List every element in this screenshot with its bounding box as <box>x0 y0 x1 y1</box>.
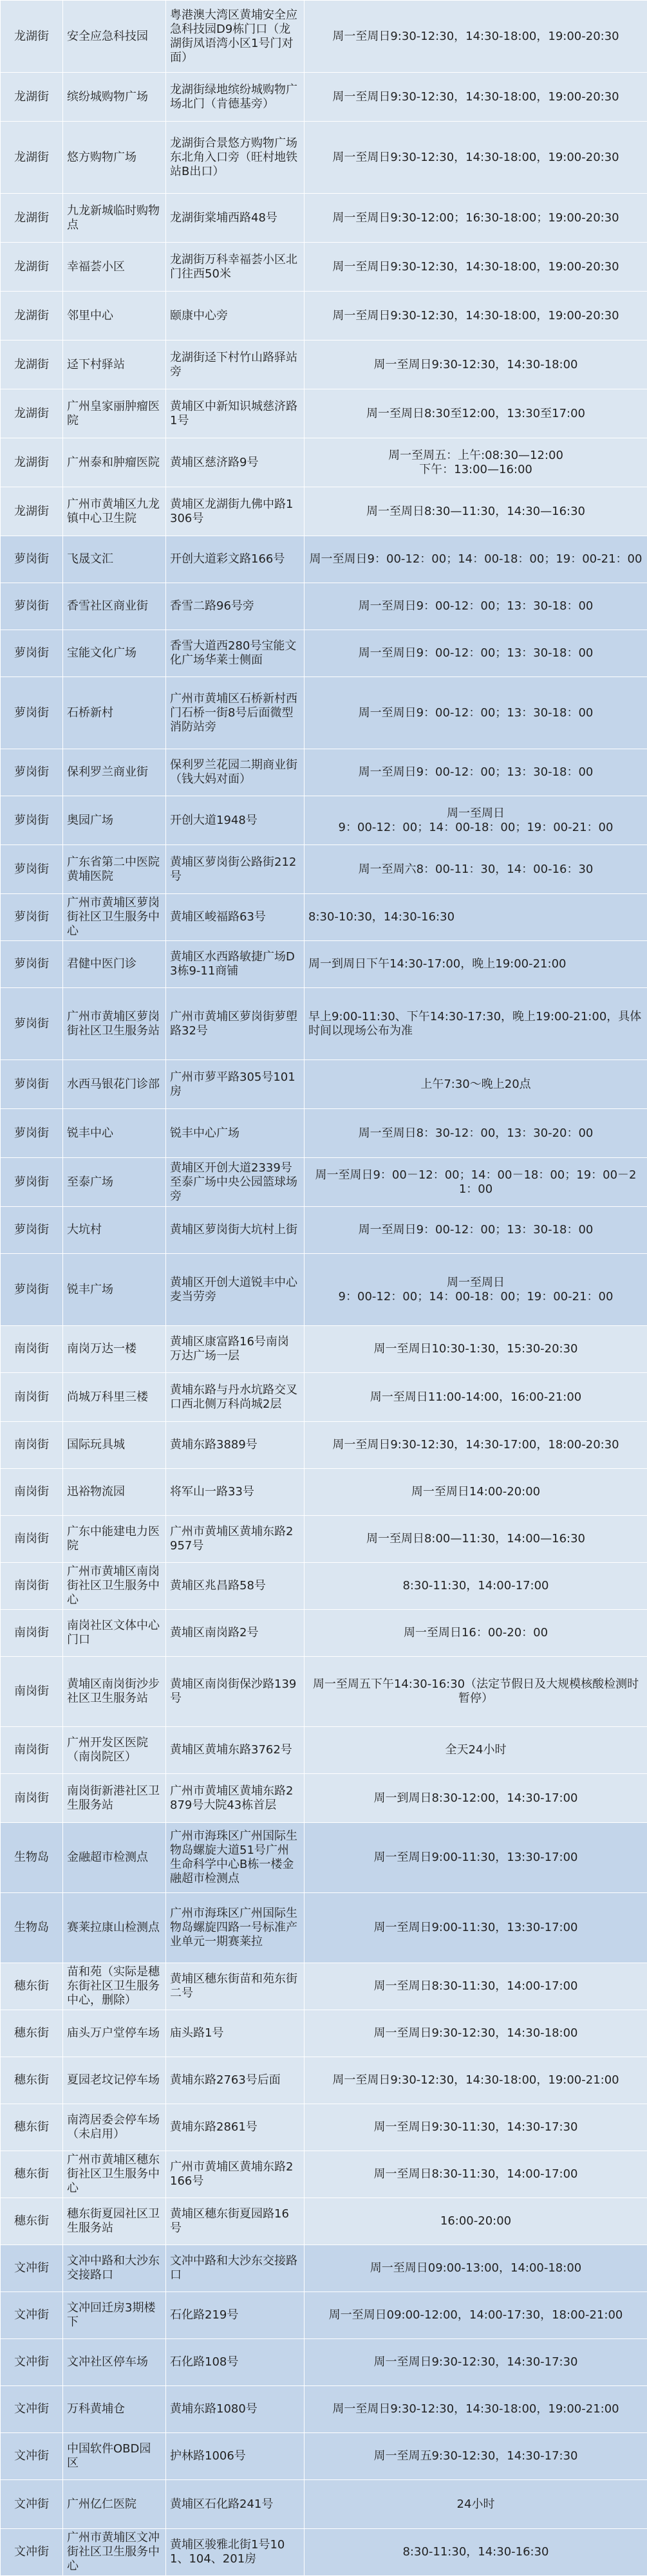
table-row <box>1 1 647 73</box>
site-name-cell: 幸福荟小区 <box>63 243 166 292</box>
site-name-cell: 万科黄埔仓 <box>63 2386 166 2433</box>
table-row <box>1 2010 647 2057</box>
table-row <box>1 1469 647 1516</box>
address-cell: 黄埔区穗东街苗和苑东街二号 <box>166 1963 305 2010</box>
hours-cell: 周一至周日16：00-20：00 <box>305 1610 647 1657</box>
street-cell: 龙湖街 <box>1 1 63 73</box>
site-name-cell: 国际玩具城 <box>63 1422 166 1469</box>
site-name-cell: 飞晟文汇 <box>63 536 166 583</box>
address-cell: 石化路219号 <box>166 2292 305 2339</box>
table-row <box>1 1060 647 1109</box>
address-cell: 香雪二路96号旁 <box>166 583 305 630</box>
address-cell: 黄埔区南岗路2号 <box>166 1610 305 1657</box>
hours-cell: 16:00-20:00 <box>305 2198 647 2245</box>
table-row <box>1 1563 647 1610</box>
table-row <box>1 2292 647 2339</box>
street-cell: 龙湖街 <box>1 341 63 389</box>
address-cell: 香雪大道西280号宝能文化广场华莱士侧面 <box>166 630 305 677</box>
site-name-cell: 奥园广场 <box>63 796 166 845</box>
site-name-cell: 君健中医门诊 <box>63 941 166 988</box>
street-cell: 龙湖街 <box>1 292 63 341</box>
hours-cell: 周一至周日9:00-11:30，13:30-17:00 <box>305 1823 647 1893</box>
street-cell: 文冲街 <box>1 2433 63 2480</box>
site-name-cell: 南湾居委会停车场（未启用） <box>63 2104 166 2151</box>
hours-cell: 周一至周日9:30-12:30，14:30-18:00 <box>305 2010 647 2057</box>
street-cell: 文冲街 <box>1 2292 63 2339</box>
site-name-cell: 广州市黄埔区萝岗街社区卫生服务站 <box>63 988 166 1060</box>
street-cell: 文冲街 <box>1 2339 63 2386</box>
hours-cell: 周一至周日8:00—11:30，14:00—16:30 <box>305 1516 647 1563</box>
street-cell: 南岗街 <box>1 1610 63 1657</box>
hours-cell: 24小时 <box>305 2480 647 2529</box>
table-row <box>1 845 647 894</box>
address-cell: 广州市黄埔区黄埔东路2879号大院43栋首层 <box>166 1774 305 1823</box>
street-cell: 南岗街 <box>1 1469 63 1516</box>
street-cell: 龙湖街 <box>1 487 63 536</box>
site-name-cell: 赛莱拉康山检测点 <box>63 1893 166 1963</box>
table-row <box>1 2151 647 2198</box>
address-cell: 锐丰中心广场 <box>166 1109 305 1158</box>
table-row <box>1 2529 647 2576</box>
street-cell: 穗东街 <box>1 1963 63 2010</box>
site-name-cell: 夏园老坟记停车场 <box>63 2057 166 2104</box>
table-row <box>1 796 647 845</box>
table-row <box>1 988 647 1060</box>
hours-cell: 周一至周五9:30-12:30，14:30-17:30 <box>305 2433 647 2480</box>
table-row <box>1 194 647 243</box>
table-row <box>1 1610 647 1657</box>
table-row <box>1 122 647 194</box>
address-cell: 广州市黄埔区黄埔东路2957号 <box>166 1516 305 1563</box>
table-row <box>1 1158 647 1207</box>
hours-cell: 周一至周日09:00-13:00，14:00-18:00 <box>305 2245 647 2292</box>
hours-cell: 8:30-11:30，14:00-17:00 <box>305 1563 647 1610</box>
site-name-cell: 邻里中心 <box>63 292 166 341</box>
site-name-cell: 南岗万达一楼 <box>63 1326 166 1373</box>
site-name-cell: 黄埔区南岗街沙步社区卫生服务站 <box>63 1657 166 1727</box>
street-cell: 萝岗街 <box>1 1158 63 1207</box>
address-cell: 黄埔区康富路16号南岗万达广场一层 <box>166 1326 305 1373</box>
address-cell: 广州市海珠区广州国际生物岛螺旋大道51号广州生命科学中心B栋一楼金融超市检测点 <box>166 1823 305 1893</box>
hours-cell: 周一至周日9:30-12:30，14:30-18:00，19:00-20:30 <box>305 1 647 73</box>
hours-cell: 全天24小时 <box>305 1727 647 1774</box>
street-cell: 龙湖街 <box>1 389 63 438</box>
street-cell: 萝岗街 <box>1 749 63 796</box>
table-body <box>1 1 647 2576</box>
site-name-cell: 广州泰和肿瘤医院 <box>63 438 166 487</box>
street-cell: 穗东街 <box>1 2057 63 2104</box>
site-name-cell: 文冲社区停车场 <box>63 2339 166 2386</box>
site-name-cell: 文冲回迁房3期楼下 <box>63 2292 166 2339</box>
street-cell: 龙湖街 <box>1 438 63 487</box>
site-name-cell: 至泰广场 <box>63 1158 166 1207</box>
site-name-cell: 锐丰中心 <box>63 1109 166 1158</box>
hours-cell: 周一至周五下午14:30-16:30（法定节假日及大规模核酸检测时暂停） <box>305 1657 647 1727</box>
address-cell: 黄埔区水西路敏捷广场D3栋9-11商铺 <box>166 941 305 988</box>
site-name-cell: 庙头万户堂停车场 <box>63 2010 166 2057</box>
address-cell: 黄埔区萝岗街大坑村上街 <box>166 1207 305 1254</box>
table-row <box>1 389 647 438</box>
hours-cell: 周一至周日9：00-12：00；13：30-18：00 <box>305 583 647 630</box>
street-cell: 穗东街 <box>1 2151 63 2198</box>
table-row <box>1 2198 647 2245</box>
street-cell: 萝岗街 <box>1 894 63 941</box>
hours-cell: 周一至周日9:30-12:30，14:30-17:00，18:00-20:30 <box>305 1422 647 1469</box>
hours-cell: 周一至周日9:30-12:30，14:30-17:30 <box>305 2339 647 2386</box>
site-name-cell: 广州亿仁医院 <box>63 2480 166 2529</box>
address-cell: 龙湖街万科幸福荟小区北门往西50米 <box>166 243 305 292</box>
table-row <box>1 1373 647 1422</box>
address-cell: 广州市黄埔区石桥新村西门石桥一街8号后面微型消防站旁 <box>166 677 305 749</box>
table-row <box>1 941 647 988</box>
hours-cell: 周一至周六8：00-11：30，14：00-16：30 <box>305 845 647 894</box>
address-cell: 黄埔区兆昌路58号 <box>166 1563 305 1610</box>
hours-cell: 8:30-10:30，14:30-16:30 <box>305 894 647 941</box>
site-name-cell: 宝能文化广场 <box>63 630 166 677</box>
street-cell: 萝岗街 <box>1 1207 63 1254</box>
street-cell: 萝岗街 <box>1 988 63 1060</box>
hours-cell: 周一至周日9:30-12:30，14:30-18:00，19:00-20:30 <box>305 243 647 292</box>
street-cell: 萝岗街 <box>1 583 63 630</box>
address-cell: 黄埔区穗东街夏园路16号 <box>166 2198 305 2245</box>
address-cell: 石化路108号 <box>166 2339 305 2386</box>
street-cell: 文冲街 <box>1 2245 63 2292</box>
table-row <box>1 749 647 796</box>
street-cell: 南岗街 <box>1 1516 63 1563</box>
hours-cell: 周一到周日下午14:30-17:00，晚上19:00-21:00 <box>305 941 647 988</box>
address-cell: 黄埔东路2763号后面 <box>166 2057 305 2104</box>
table-row <box>1 677 647 749</box>
hours-cell: 周一至周日9:30-11:30，14:30-17:30 <box>305 2104 647 2151</box>
site-name-cell: 广东中能建电力医院 <box>63 1516 166 1563</box>
table-row <box>1 2433 647 2480</box>
site-name-cell: 金融超市检测点 <box>63 1823 166 1893</box>
hours-cell: 周一至周日8:30至12:00，13:30至17:00 <box>305 389 647 438</box>
hours-cell: 周一至周日9:30-12:30，14:30-18:00 <box>305 341 647 389</box>
address-cell: 龙湖街棠埔西路48号 <box>166 194 305 243</box>
street-cell: 文冲街 <box>1 2386 63 2433</box>
hours-cell: 上午7:30～晚上20点 <box>305 1060 647 1109</box>
site-name-cell: 广州市黄埔区萝岗街社区卫生服务中心 <box>63 894 166 941</box>
address-cell: 黄埔东路2861号 <box>166 2104 305 2151</box>
site-name-cell: 迳下村驿站 <box>63 341 166 389</box>
table-row <box>1 894 647 941</box>
hours-cell: 周一至周日9：00-12：00；13：30-18：00 <box>305 1207 647 1254</box>
hours-cell: 周一至周日11:00-14:00，16:00-21:00 <box>305 1373 647 1422</box>
hours-cell: 周一至周日9:30-12:30，14:30-18:00，19:00-20:30 <box>305 73 647 122</box>
site-name-cell: 广州市黄埔区南岗街社区卫生服务中心 <box>63 1563 166 1610</box>
street-cell: 南岗街 <box>1 1563 63 1610</box>
site-name-cell: 尚城万科里三楼 <box>63 1373 166 1422</box>
site-name-cell: 广州开发区医院（南岗院区） <box>63 1727 166 1774</box>
address-cell: 黄埔区骏雅北街1号101、104、201房 <box>166 2529 305 2576</box>
table-row <box>1 73 647 122</box>
site-name-cell: 苗和苑（实际是穗东街社区卫生服务中心，删除） <box>63 1963 166 2010</box>
site-name-cell: 文冲中路和大沙东交接路口 <box>63 2245 166 2292</box>
table-row <box>1 2339 647 2386</box>
address-cell: 广州市萝平路305号101房 <box>166 1060 305 1109</box>
street-cell: 萝岗街 <box>1 677 63 749</box>
hours-cell: 早上9:00-11:30、下午14:30-17:30，晚上19:00-21:00，具体时间以现场公布为准 <box>305 988 647 1060</box>
table-row <box>1 536 647 583</box>
site-name-cell: 大坑村 <box>63 1207 166 1254</box>
hours-cell: 8:30-11:30，14:30-16:30 <box>305 2529 647 2576</box>
table-row <box>1 487 647 536</box>
address-cell: 庙头路1号 <box>166 2010 305 2057</box>
hours-cell: 周一至周日 9：00-12：00；14：00-18：00；19：00-21：00 <box>305 796 647 845</box>
table-row <box>1 1893 647 1963</box>
hours-cell: 周一至周日09:00-12:00，14:00-17:30，18:00-21:00 <box>305 2292 647 2339</box>
address-cell: 黄埔区中新知识城慈济路1号 <box>166 389 305 438</box>
site-name-cell: 广东省第二中医院黄埔医院 <box>63 845 166 894</box>
hours-cell: 周一至周日9：00-12：00；13：30-18：00 <box>305 630 647 677</box>
table-row <box>1 1207 647 1254</box>
table-row <box>1 1774 647 1823</box>
table-row <box>1 2104 647 2151</box>
hours-cell: 周一至周日9：00－12：00；14：00－18：00；19：00－21：00 <box>305 1158 647 1207</box>
street-cell: 穗东街 <box>1 2010 63 2057</box>
site-name-cell: 广州市黄埔区九龙镇中心卫生院 <box>63 487 166 536</box>
street-cell: 萝岗街 <box>1 796 63 845</box>
hours-cell: 周一至周日9:30-12:30，14:30-18:00，19:00-21:00 <box>305 2386 647 2433</box>
address-cell: 开创大道1948号 <box>166 796 305 845</box>
address-cell: 粤港澳大湾区黄埔安全应急科技园D9栋门口（龙湖街凤语湾小区1号门对面） <box>166 1 305 73</box>
street-cell: 文冲街 <box>1 2480 63 2529</box>
street-cell: 南岗街 <box>1 1727 63 1774</box>
table-row <box>1 2245 647 2292</box>
site-name-cell: 香雪社区商业街 <box>63 583 166 630</box>
hours-cell: 周一到周日8:30-12:00，14:30-17:00 <box>305 1774 647 1823</box>
address-cell: 保利罗兰花园二期商业街（钱大妈对面） <box>166 749 305 796</box>
site-name-cell: 南岗社区文体中心门口 <box>63 1610 166 1657</box>
hours-cell: 周一至周五：上午:08:30—12:00 下午：13:00—16:00 <box>305 438 647 487</box>
street-cell: 龙湖街 <box>1 194 63 243</box>
address-cell: 黄埔东路与丹水坑路交叉口西北侧万科尚城2层 <box>166 1373 305 1422</box>
street-cell: 南岗街 <box>1 1422 63 1469</box>
site-name-cell: 迅裕物流园 <box>63 1469 166 1516</box>
site-name-cell: 锐丰广场 <box>63 1254 166 1326</box>
hours-cell: 周一至周日10:30-1:30，15:30-20:30 <box>305 1326 647 1373</box>
table-row <box>1 1657 647 1727</box>
table-row <box>1 1823 647 1893</box>
address-cell: 黄埔区南岗街保沙路139号 <box>166 1657 305 1727</box>
address-cell: 黄埔区石化路241号 <box>166 2480 305 2529</box>
site-name-cell: 九龙新城临时购物点 <box>63 194 166 243</box>
table-row <box>1 2057 647 2104</box>
hours-cell: 周一至周日8：30-12：00，13：30-20：00 <box>305 1109 647 1158</box>
site-name-cell: 中国软件OBD园区 <box>63 2433 166 2480</box>
street-cell: 生物岛 <box>1 1893 63 1963</box>
site-name-cell: 石桥新村 <box>63 677 166 749</box>
table-row <box>1 438 647 487</box>
hours-cell: 周一至周日9：00-12：00；13：30-18：00 <box>305 677 647 749</box>
hours-cell: 周一至周日9:30-12:30，14:30-18:00，19:00-20:30 <box>305 292 647 341</box>
address-cell: 黄埔东路3889号 <box>166 1422 305 1469</box>
street-cell: 文冲街 <box>1 2529 63 2576</box>
table-row <box>1 1109 647 1158</box>
table-row <box>1 1326 647 1373</box>
site-name-cell: 广州市黄埔区穗东街社区卫生服务中心 <box>63 2151 166 2198</box>
address-cell: 广州市黄埔区萝岗街萝塱路32号 <box>166 988 305 1060</box>
table-row <box>1 583 647 630</box>
address-cell: 黄埔区萝岗街公路街212号 <box>166 845 305 894</box>
site-name-cell: 广州市黄埔区文冲街社区卫生服务中心 <box>63 2529 166 2576</box>
site-name-cell: 穗东街夏园社区卫生服务站 <box>63 2198 166 2245</box>
address-cell: 黄埔区峻福路63号 <box>166 894 305 941</box>
hours-cell: 周一至周日9：00-12：00；13：30-18：00 <box>305 749 647 796</box>
street-cell: 萝岗街 <box>1 536 63 583</box>
site-name-cell: 南岗街新港社区卫生服务站 <box>63 1774 166 1823</box>
address-cell: 龙湖街合景悠方购物广场东北角入口旁（旺村地铁站B出口） <box>166 122 305 194</box>
table-row <box>1 292 647 341</box>
address-cell: 开创大道彩文路166号 <box>166 536 305 583</box>
address-cell: 黄埔区慈济路9号 <box>166 438 305 487</box>
site-name-cell: 保利罗兰商业街 <box>63 749 166 796</box>
table-row <box>1 2386 647 2433</box>
hours-cell: 周一至周日8:30—11:30，14:30—16:30 <box>305 487 647 536</box>
street-cell: 南岗街 <box>1 1657 63 1727</box>
address-cell: 黄埔区黄埔东路3762号 <box>166 1727 305 1774</box>
address-cell: 广州市海珠区广州国际生物岛螺旋四路一号标准产业单元一期赛莱拉 <box>166 1893 305 1963</box>
hours-cell: 周一至周日9:30-12:30，14:30-18:00，19:00-20:30 <box>305 122 647 194</box>
street-cell: 南岗街 <box>1 1774 63 1823</box>
hours-cell: 周一至周日9:00-11:30，13:30-17:00 <box>305 1893 647 1963</box>
hours-cell: 周一至周日 9：00-12：00；14：00-18：00；19：00-21：00 <box>305 1254 647 1326</box>
hours-cell: 周一至周日8:30-11:30，14:00-17:00 <box>305 1963 647 2010</box>
street-cell: 萝岗街 <box>1 1254 63 1326</box>
street-cell: 萝岗街 <box>1 1060 63 1109</box>
table-row <box>1 341 647 389</box>
site-name-cell: 水西马银花门诊部 <box>63 1060 166 1109</box>
street-cell: 南岗街 <box>1 1373 63 1422</box>
hours-cell: 周一至周日9:30-12:30，14:30-18:00，19:00-21:00 <box>305 2057 647 2104</box>
site-name-cell: 安全应急科技园 <box>63 1 166 73</box>
table-row <box>1 1422 647 1469</box>
address-cell: 文冲中路和大沙东交接路口 <box>166 2245 305 2292</box>
street-cell: 龙湖街 <box>1 243 63 292</box>
hours-cell: 周一至周日14:00-20:00 <box>305 1469 647 1516</box>
street-cell: 萝岗街 <box>1 941 63 988</box>
table-row <box>1 1516 647 1563</box>
table-row <box>1 630 647 677</box>
site-name-cell: 缤纷城购物广场 <box>63 73 166 122</box>
street-cell: 萝岗街 <box>1 845 63 894</box>
hours-cell: 周一至周日9：00-12：00；14：00-18：00；19：00-21：00 <box>305 536 647 583</box>
table-row <box>1 1963 647 2010</box>
address-cell: 黄埔区开创大道锐丰中心麦当劳旁 <box>166 1254 305 1326</box>
street-cell: 生物岛 <box>1 1823 63 1893</box>
address-cell: 黄埔区开创大道2339号至泰广场中央公园篮球场旁 <box>166 1158 305 1207</box>
address-cell: 将军山一路33号 <box>166 1469 305 1516</box>
street-cell: 穗东街 <box>1 2198 63 2245</box>
address-cell: 颐康中心旁 <box>166 292 305 341</box>
site-name-cell: 广州皇家丽肿瘤医院 <box>63 389 166 438</box>
address-cell: 龙湖街绿地缤纷城购物广场北门（肯德基旁） <box>166 73 305 122</box>
table-row <box>1 1254 647 1326</box>
street-cell: 萝岗街 <box>1 1109 63 1158</box>
address-cell: 黄埔区龙湖街九佛中路1306号 <box>166 487 305 536</box>
address-cell: 黄埔东路1080号 <box>166 2386 305 2433</box>
address-cell: 护林路1006号 <box>166 2433 305 2480</box>
hours-cell: 周一至周日8:30-11:30，14:00-17:00 <box>305 2151 647 2198</box>
table-row <box>1 2480 647 2529</box>
hours-cell: 周一至周日9:30-12:00；16:30-18:00；19:00-20:30 <box>305 194 647 243</box>
street-cell: 龙湖街 <box>1 122 63 194</box>
street-cell: 穗东街 <box>1 2104 63 2151</box>
street-cell: 南岗街 <box>1 1326 63 1373</box>
address-cell: 广州市黄埔区黄埔东路2166号 <box>166 2151 305 2198</box>
address-cell: 龙湖街迳下村竹山路驿站旁 <box>166 341 305 389</box>
street-cell: 萝岗街 <box>1 630 63 677</box>
street-cell: 龙湖街 <box>1 73 63 122</box>
site-name-cell: 悠方购物广场 <box>63 122 166 194</box>
table-row <box>1 243 647 292</box>
table-row <box>1 1727 647 1774</box>
